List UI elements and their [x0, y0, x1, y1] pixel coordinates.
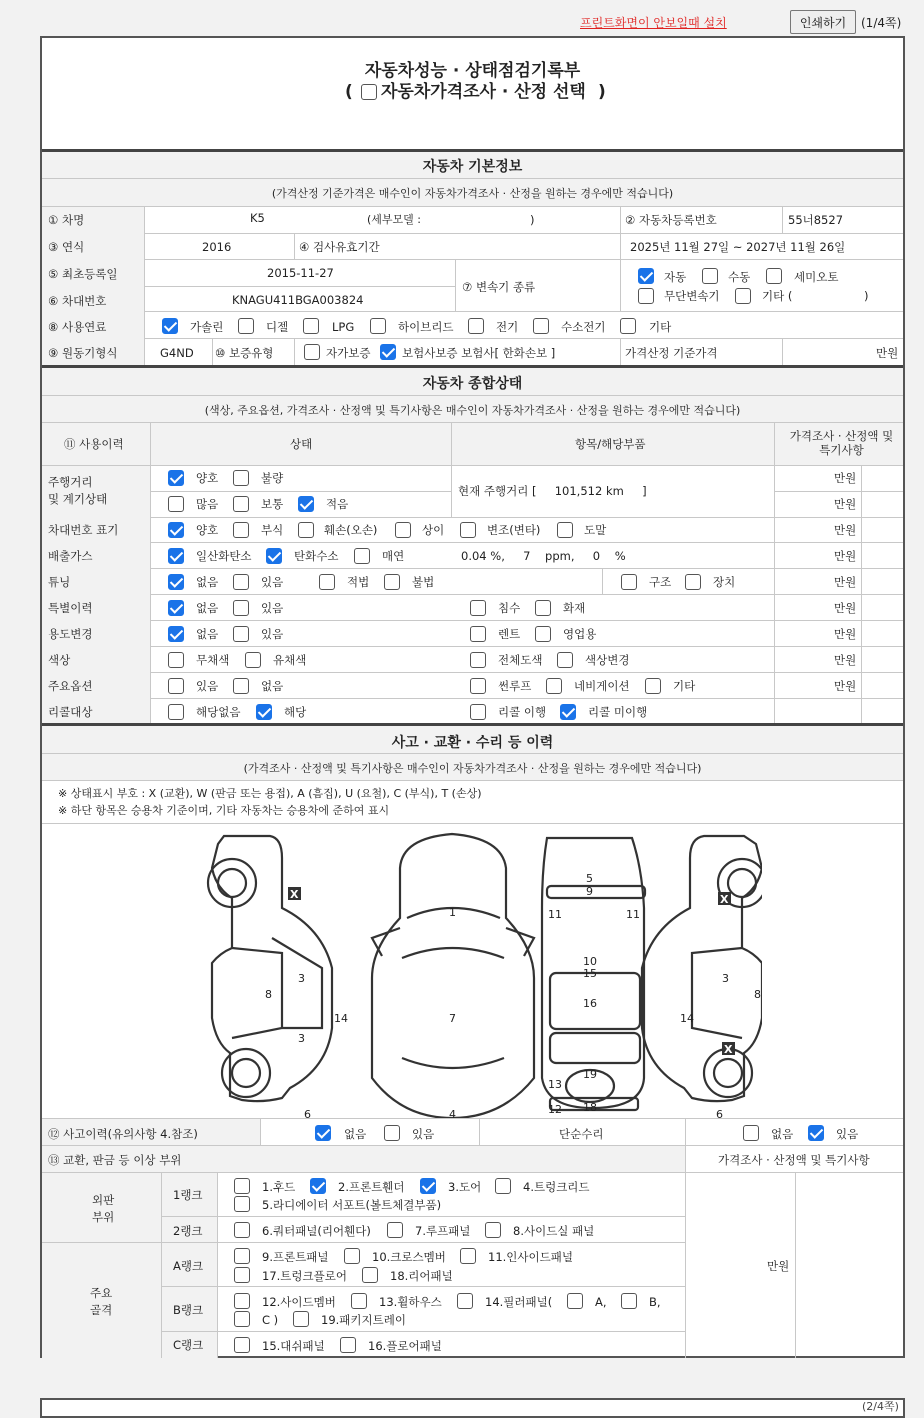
fuel-hydrogen-checkbox[interactable]: [533, 318, 549, 334]
mileage-many: 많음: [196, 497, 219, 511]
pillar-b-checkbox[interactable]: [621, 1293, 637, 1309]
mileage-price-unit-2: 만원: [834, 497, 857, 511]
special-label: 특별이력: [48, 601, 93, 615]
pillar-c: C ): [262, 1313, 279, 1327]
accident-none: 없음: [344, 1127, 367, 1141]
option-etc-label: 기타: [673, 679, 696, 693]
col-price: 가격조사 · 산정액 및 특기사항: [789, 429, 894, 457]
part-8-checkbox[interactable]: [485, 1222, 501, 1238]
vin-damage-checkbox[interactable]: [298, 522, 314, 538]
recall-done: 리콜 이행: [498, 705, 547, 719]
simple-none-checkbox[interactable]: [743, 1125, 759, 1141]
simple-none: 없음: [771, 1127, 794, 1141]
engine-label: ⑨ 원동기형식: [48, 346, 118, 360]
vin-alter-checkbox[interactable]: [460, 522, 476, 538]
part-12-checkbox[interactable]: [234, 1293, 250, 1309]
label-inside-left: 11: [548, 908, 562, 921]
part-10: 10.크로스멤버: [372, 1250, 446, 1264]
rank-c: C랭크: [173, 1338, 204, 1352]
tuning-illegal-checkbox[interactable]: [384, 574, 400, 590]
special-exist-checkbox[interactable]: [233, 600, 249, 616]
full-paint-checkbox[interactable]: [470, 652, 486, 668]
use-none-checkbox[interactable]: [168, 626, 184, 642]
vin-theft: 도말: [584, 523, 607, 537]
main-label-1: 주요: [90, 1286, 113, 1300]
accident-exist: 있음: [412, 1127, 435, 1141]
vin-damage: 훼손(오손): [324, 523, 378, 537]
color-change-checkbox[interactable]: [557, 652, 573, 668]
part-8: 8.사이드실 패널: [513, 1224, 595, 1238]
label-left-sill: 8: [265, 988, 272, 1001]
label-wheelhouse: 13: [548, 1078, 562, 1091]
car-name: K5: [250, 211, 265, 225]
fuel-lpg-checkbox[interactable]: [303, 318, 319, 334]
outer-label-1: 외판: [92, 1193, 115, 1207]
basic-info-title: 자동차 기본정보: [422, 159, 523, 175]
recall-notdone-checkbox[interactable]: [560, 704, 576, 720]
part-13-checkbox[interactable]: [351, 1293, 367, 1309]
option-none: 없음: [261, 679, 284, 693]
full-paint-label: 전체도색: [498, 653, 543, 667]
label-sidemember: 12: [548, 1103, 562, 1116]
accident-exist-checkbox[interactable]: [384, 1125, 400, 1141]
business-checkbox[interactable]: [535, 626, 551, 642]
part-11: 11.인사이드패널: [488, 1250, 573, 1264]
sunroof-label: 썬루프: [498, 679, 532, 693]
navigation-label: 네비게이션: [574, 679, 630, 693]
rank-a: A랭크: [173, 1259, 204, 1273]
tuning-none: 없음: [196, 575, 219, 589]
tuning-label: 튜닝: [48, 575, 71, 589]
label-trunk: 4: [449, 1108, 456, 1118]
fuel-hydrogen: 수소전기: [561, 320, 606, 334]
fuel-etc: 기타: [649, 320, 672, 334]
part-19-checkbox[interactable]: [293, 1311, 309, 1327]
rank-b: B랭크: [173, 1303, 204, 1317]
fuel-label: ⑧ 사용연료: [48, 320, 107, 334]
pillar-c-checkbox[interactable]: [234, 1311, 250, 1327]
pillar-a: A,: [595, 1295, 607, 1309]
use-change-label: 용도변경: [48, 627, 93, 641]
emission-price-unit: 만원: [834, 549, 857, 563]
label-inside-right: 11: [626, 908, 640, 921]
mark-right-door-text: X: [724, 1043, 733, 1056]
part-6-checkbox[interactable]: [234, 1222, 250, 1238]
fuel-electric-checkbox[interactable]: [468, 318, 484, 334]
trans-semi-checkbox[interactable]: [766, 268, 782, 284]
price-base-unit: 만원: [876, 346, 899, 360]
hc-checkbox[interactable]: [266, 548, 282, 564]
label-package: 19: [583, 1068, 597, 1081]
form-subtitle: 자동차가격조사 · 산정 선택: [381, 82, 586, 102]
trans-etc: 기타 (: [762, 289, 793, 303]
part-2-checkbox[interactable]: [310, 1178, 326, 1194]
color-label: 색상: [48, 653, 71, 667]
fuel-diesel: 디젤: [266, 320, 289, 334]
parts-label: ⑬ 교환, 판금 등 이상 부위: [48, 1153, 182, 1167]
part-9-checkbox[interactable]: [234, 1248, 250, 1264]
recall-yes-checkbox[interactable]: [256, 704, 272, 720]
part-3-checkbox[interactable]: [420, 1178, 436, 1194]
trans-semi: 세미오토: [794, 270, 839, 284]
engine: G4ND: [160, 346, 194, 360]
special-exist: 있음: [261, 601, 284, 615]
gauge-bad: 불량: [261, 471, 284, 485]
label-left-quarter: 6: [304, 1108, 311, 1118]
trans-manual: 수동: [728, 270, 751, 284]
col-item: 항목/해당부품: [575, 437, 646, 451]
simple-exist: 있음: [836, 1127, 859, 1141]
rank-1: 1랭크: [173, 1188, 203, 1202]
part-17: 17.트렁크플로어: [262, 1269, 347, 1283]
top-view: [372, 834, 534, 1118]
part-11-checkbox[interactable]: [460, 1248, 476, 1264]
recall-na: 해당없음: [196, 705, 241, 719]
co-label: 일산화탄소: [196, 549, 252, 563]
vin-diff: 상이: [422, 523, 445, 537]
vin-rust-checkbox[interactable]: [233, 522, 249, 538]
label-right-quarter: 6: [716, 1108, 723, 1118]
option-none-checkbox[interactable]: [233, 678, 249, 694]
fuel-diesel-checkbox[interactable]: [238, 318, 254, 334]
mark-right-fender-text: X: [720, 893, 729, 906]
chromatic-label: 유채색: [273, 653, 307, 667]
label-hood: 1: [449, 906, 456, 919]
special-none-checkbox[interactable]: [168, 600, 184, 616]
label-rear-panel: 18: [583, 1101, 597, 1114]
vin-good: 양호: [196, 523, 219, 537]
use-exist: 있음: [261, 627, 284, 641]
recall-na-checkbox[interactable]: [168, 704, 184, 720]
inspection-form: [40, 36, 905, 1358]
part-15-checkbox[interactable]: [234, 1337, 250, 1353]
mileage-normal-checkbox[interactable]: [233, 496, 249, 512]
status-title: 자동차 종합상태: [422, 376, 523, 392]
page-indicator-2: (2/4쪽): [862, 1400, 899, 1413]
achromatic-label: 무채색: [196, 653, 230, 667]
part-18-checkbox[interactable]: [362, 1267, 378, 1283]
tuning-structure-checkbox[interactable]: [621, 574, 637, 590]
navigation-checkbox[interactable]: [546, 678, 562, 694]
mileage-label-2: 및 계기상태: [48, 492, 108, 506]
fuel-gasoline-checkbox[interactable]: [162, 318, 178, 334]
option-exist-checkbox[interactable]: [168, 678, 184, 694]
part-2: 2.프론트휀더: [338, 1180, 405, 1194]
tuning-exist: 있음: [261, 575, 284, 589]
pillar-a-checkbox[interactable]: [567, 1293, 583, 1309]
trans-etc-close: ): [864, 289, 869, 303]
rent-checkbox[interactable]: [470, 626, 486, 642]
main-label-2: 골격: [90, 1303, 113, 1317]
option-label: 주요옵션: [48, 679, 93, 693]
vin-good-checkbox[interactable]: [168, 522, 184, 538]
part-13: 13.휠하우스: [379, 1295, 442, 1309]
color-price-unit: 만원: [834, 653, 857, 667]
fuel-etc-checkbox[interactable]: [620, 318, 636, 334]
warranty-label: ⑩ 보증유형: [215, 346, 274, 360]
vin-alter: 변조(변타): [487, 523, 541, 537]
tuning-legal: 적법: [347, 575, 370, 589]
trans-cvt: 무단변속기: [664, 289, 720, 303]
flood-label: 침수: [498, 601, 521, 615]
recall-done-checkbox[interactable]: [470, 704, 486, 720]
part-1: 1.후드: [262, 1180, 296, 1194]
part-4: 4.트렁크리드: [523, 1180, 590, 1194]
recall-notdone: 리콜 미이행: [588, 705, 648, 719]
sunroof-checkbox[interactable]: [470, 678, 486, 694]
emission-values: 0.04 %, 7 ppm, 0 %: [461, 549, 626, 563]
trans-cvt-checkbox[interactable]: [638, 288, 654, 304]
fuel-hybrid-checkbox[interactable]: [370, 318, 386, 334]
tuning-legal-checkbox[interactable]: [319, 574, 335, 590]
year: 2016: [202, 240, 232, 254]
price-survey-checkbox[interactable]: [361, 84, 377, 100]
col-usage: ⑪ 사용이력: [64, 437, 124, 451]
trans-manual-checkbox[interactable]: [702, 268, 718, 284]
col-state: 상태: [290, 437, 313, 451]
part-19: 19.패키지트레이: [321, 1313, 406, 1327]
legend-line-1: ※ 상태표시 부호 : X (교환), W (판금 또는 용접), A (흠집), U (요철), C (부식), T (손상): [58, 787, 482, 800]
vin-rust: 부식: [261, 523, 284, 537]
basic-info-note: (가격산정 기준가격은 매수인이 자동차가격조사 · 산정을 원하는 경우에만 적습니다): [271, 187, 674, 200]
car-name-label: ① 차명: [48, 213, 85, 227]
mark-left-fender-text: X: [290, 888, 299, 901]
car-damage-diagram: [202, 828, 762, 1118]
label-front-panel: 5: [586, 872, 593, 885]
trans-etc-checkbox[interactable]: [735, 288, 751, 304]
part-10-checkbox[interactable]: [344, 1248, 360, 1264]
install-link[interactable]: 프린트화면이 안보일때 설치: [580, 16, 727, 30]
accident-none-checkbox[interactable]: [315, 1125, 331, 1141]
page-indicator: (1/4쪽): [861, 16, 902, 30]
business-label: 영업용: [563, 627, 597, 641]
part-16-checkbox[interactable]: [340, 1337, 356, 1353]
price-base-label: 가격산정 기준가격: [625, 346, 718, 360]
label-floor: 16: [583, 997, 597, 1010]
inspect-label: ④ 검사유효기간: [299, 240, 380, 254]
part-16: 16.플로어패널: [368, 1339, 442, 1353]
label-crossmember: 10: [583, 955, 597, 968]
use-none: 없음: [196, 627, 219, 641]
part-7-checkbox[interactable]: [387, 1222, 403, 1238]
label-roof: 7: [449, 1012, 456, 1025]
gauge-good-checkbox[interactable]: [168, 470, 184, 486]
option-price-unit: 만원: [834, 679, 857, 693]
legend-line-2: ※ 하단 항목은 승용차 기준이며, 기타 자동차는 승용차에 준하여 표시: [58, 804, 390, 817]
label-right-door: 3: [722, 972, 729, 985]
fuel-electric: 전기: [496, 320, 519, 334]
part-1-checkbox[interactable]: [234, 1178, 250, 1194]
reg-no: 55너8527: [788, 213, 844, 227]
trans-auto: 자동: [664, 270, 687, 284]
tuning-price-unit: 만원: [834, 575, 857, 589]
part-9: 9.프론트패널: [262, 1250, 329, 1264]
part-5-checkbox[interactable]: [234, 1196, 250, 1212]
subtitle-open: (: [345, 82, 353, 102]
vin-theft-checkbox[interactable]: [557, 522, 573, 538]
form-title: 자동차성능 · 상태점검기록부: [364, 61, 581, 81]
flood-checkbox[interactable]: [470, 600, 486, 616]
recall-yes: 해당: [284, 705, 307, 719]
warranty-self-checkbox[interactable]: [304, 344, 320, 360]
special-price-unit: 만원: [834, 601, 857, 615]
exchange-marks: [288, 887, 735, 1056]
option-exist: 있음: [196, 679, 219, 693]
warranty-self: 자가보증: [326, 346, 371, 360]
inspect-period: 2025년 11월 27일 ~ 2027년 11월 26일: [630, 240, 846, 254]
fuel-gasoline: 가솔린: [190, 320, 224, 334]
first-reg-label: ⑤ 최초등록일: [48, 267, 118, 281]
co-checkbox[interactable]: [168, 548, 184, 564]
vin-diff-checkbox[interactable]: [395, 522, 411, 538]
print-button[interactable]: 인쇄하기: [790, 10, 856, 34]
option-etc-checkbox[interactable]: [645, 678, 661, 694]
warranty-insurance-checkbox[interactable]: [380, 344, 396, 360]
achromatic-checkbox[interactable]: [168, 652, 184, 668]
submodel-label: (세부모델 :: [367, 213, 421, 226]
first-reg: 2015-11-27: [267, 266, 334, 280]
emission-label: 배출가스: [48, 549, 93, 563]
smoke-label: 매연: [382, 549, 405, 563]
subtitle-close: ): [598, 82, 606, 102]
smoke-checkbox[interactable]: [354, 548, 370, 564]
left-side-view: [208, 836, 332, 1101]
fire-checkbox[interactable]: [535, 600, 551, 616]
tuning-none-checkbox[interactable]: [168, 574, 184, 590]
year-label: ③ 연식: [48, 240, 85, 254]
tuning-illegal: 불법: [412, 575, 435, 589]
accident-title: 사고 · 교환 · 수리 등 이력: [391, 735, 554, 751]
gauge-good: 양호: [196, 471, 219, 485]
next-page-sheet: [40, 1398, 905, 1418]
reg-no-label: ② 자동차등록번호: [625, 213, 717, 227]
top-bar: [0, 8, 924, 36]
label-left-door-front: 3: [298, 972, 305, 985]
label-left-pillar: 14: [334, 1012, 348, 1025]
mileage-price-unit-1: 만원: [834, 471, 857, 485]
mileage-many-checkbox[interactable]: [168, 496, 184, 512]
use-price-unit: 만원: [834, 627, 857, 641]
vin: KNAGU411BGA003824: [232, 293, 364, 307]
accident-note: (가격조사 · 산정액 및 특기사항은 매수인이 자동차가격조사 · 산정을 원하는 경우에만 적습니다): [243, 762, 702, 775]
chromatic-checkbox[interactable]: [245, 652, 261, 668]
fuel-lpg: LPG: [332, 320, 355, 334]
part-12: 12.사이드멤버: [262, 1295, 336, 1309]
label-right-sill: 8: [754, 988, 761, 1001]
mileage-few: 적음: [326, 497, 349, 511]
label-right-pillar: 14: [680, 1012, 694, 1025]
rent-label: 렌트: [498, 627, 521, 641]
simple-exist-checkbox[interactable]: [808, 1125, 824, 1141]
part-14: 14.필러패널(: [485, 1295, 553, 1309]
part-7: 7.루프패널: [415, 1224, 471, 1238]
trans-auto-checkbox[interactable]: [638, 268, 654, 284]
trans-label: ⑦ 변속기 종류: [462, 280, 536, 294]
part-4-checkbox[interactable]: [495, 1178, 511, 1194]
accident-history-label: ⑫ 사고이력(유의사항 4.참조): [48, 1127, 198, 1141]
vin-label: ⑥ 차대번호: [48, 294, 107, 308]
label-radiator: 9: [586, 885, 593, 898]
part-6: 6.쿼터패널(리어휀다): [262, 1224, 371, 1238]
submodel-close: ): [530, 213, 535, 227]
tuning-exist-checkbox[interactable]: [233, 574, 249, 590]
parts-price-unit: 만원: [767, 1259, 790, 1273]
hc-label: 탄화수소: [294, 549, 339, 563]
rank-2: 2랭크: [173, 1224, 203, 1238]
part-14-checkbox[interactable]: [457, 1293, 473, 1309]
parts-price-label: 가격조사 · 산정액 및 특기사항: [718, 1153, 870, 1167]
part-17-checkbox[interactable]: [234, 1267, 250, 1283]
simple-repair-label: 단순수리: [559, 1127, 604, 1141]
fire-label: 화재: [563, 601, 586, 615]
use-exist-checkbox[interactable]: [233, 626, 249, 642]
current-mileage: 현재 주행거리 [ 101,512 km ]: [458, 484, 647, 498]
status-note: (색상, 주요옵션, 가격조사 · 산정액 및 특기사항은 매수인이 자동차가격조사 · 산정을 원하는 경우에만 적습니다): [204, 404, 741, 417]
vin-price-unit: 만원: [834, 523, 857, 537]
part-15: 15.대쉬패널: [262, 1339, 325, 1353]
fuel-hybrid: 하이브리드: [398, 320, 454, 334]
recall-label: 리콜대상: [48, 705, 93, 719]
mileage-normal: 보통: [261, 497, 284, 511]
color-change-label: 색상변경: [585, 653, 630, 667]
mileage-few-checkbox[interactable]: [298, 496, 314, 512]
pillar-b: B,: [649, 1295, 661, 1309]
tuning-structure: 구조: [649, 575, 672, 589]
gauge-bad-checkbox[interactable]: [233, 470, 249, 486]
part-18: 18.리어패널: [390, 1269, 453, 1283]
special-none: 없음: [196, 601, 219, 615]
label-left-door-rear: 3: [298, 1032, 305, 1045]
part-5: 5.라디에이터 서포트(볼트체결부품): [262, 1198, 442, 1212]
vin-mark-label: 차대번호 표기: [48, 523, 119, 537]
tuning-device-checkbox[interactable]: [685, 574, 701, 590]
part-3: 3.도어: [448, 1180, 482, 1194]
label-dash: 15: [583, 967, 597, 980]
mileage-label-1: 주행거리: [48, 475, 93, 489]
tuning-device: 장치: [713, 575, 736, 589]
right-side-view: [642, 836, 762, 1101]
outer-label-2: 부위: [92, 1210, 115, 1224]
warranty-insurance: 보험사보증 보험사[ 한화손보 ]: [402, 346, 556, 360]
